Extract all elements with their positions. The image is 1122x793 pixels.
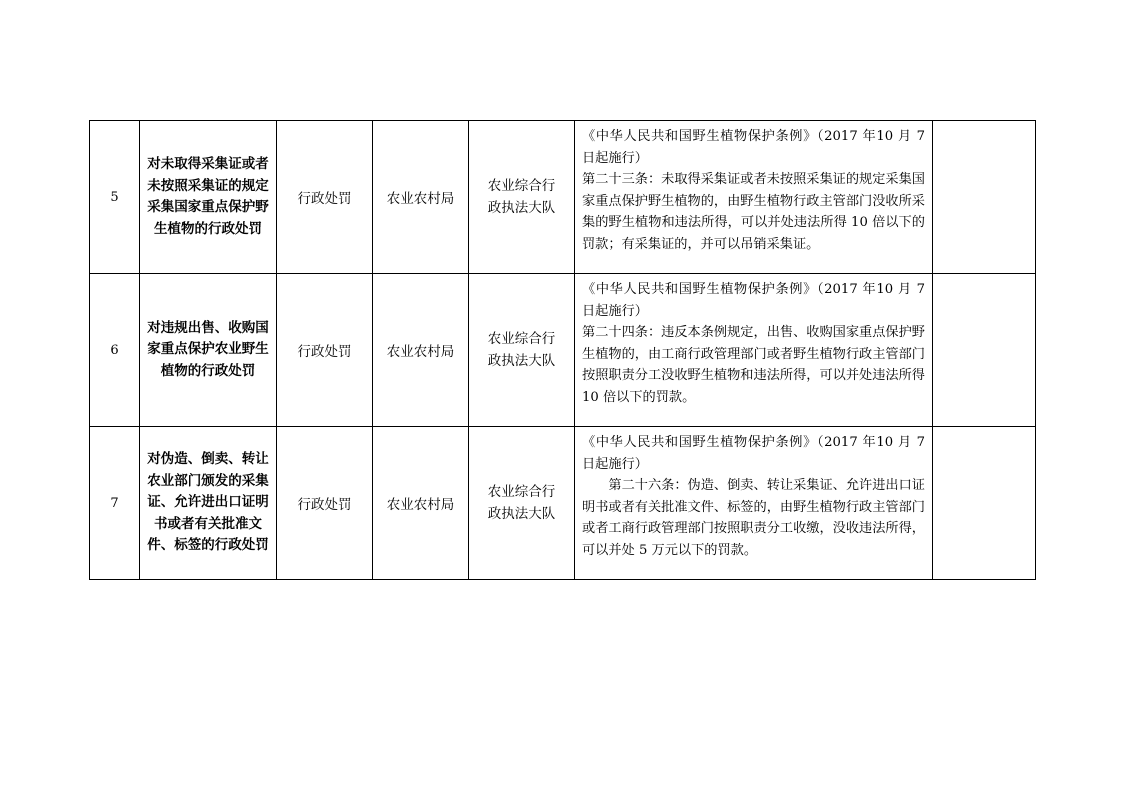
item-type: 行政处罚 bbox=[277, 274, 373, 427]
legal-basis-article: 第二十六条：伪造、倒卖、转让采集证、允许进出口证明书或者有关批准文件、标签的，由野生植物行政主管部门或者工商行政管理部门按照职责分工收缴，没收违法所得，可以并处 5 万元以下的罚款。 bbox=[582, 478, 925, 558]
table-row bbox=[90, 274, 1036, 427]
penalty-items-table bbox=[89, 120, 1036, 580]
item-number: 6 bbox=[90, 274, 140, 427]
item-legal-basis bbox=[575, 121, 933, 274]
item-type: 行政处罚 bbox=[277, 121, 373, 274]
item-legal-basis bbox=[575, 274, 933, 427]
legal-basis-article: 第二十四条：违反本条例规定，出售、收购国家重点保护野生植物的，由工商行政管理部门或者野生植物行政主管部门按照职责分工没收野生植物和违法所得，可以并处违法所得 10 倍以下的罚款。 bbox=[582, 325, 925, 405]
legal-basis-source: 《中华人民共和国野生植物保护条例》（2017 年10 月 7 日起施行） bbox=[582, 129, 925, 166]
item-department: 农业农村局 bbox=[373, 274, 469, 427]
table-row bbox=[90, 121, 1036, 274]
item-enforcement-unit: 农业综合行政执法大队 bbox=[469, 274, 575, 427]
legal-basis-source: 《中华人民共和国野生植物保护条例》（2017 年10 月 7 日起施行） bbox=[582, 435, 925, 472]
item-title: 对伪造、倒卖、转让农业部门颁发的采集证、允许进出口证明书或者有关批准文件、标签的行政处罚 bbox=[140, 427, 277, 580]
item-number: 5 bbox=[90, 121, 140, 274]
legal-basis-article: 第二十三条：未取得采集证或者未按照采集证的规定采集国家重点保护野生植物的，由野生植物行政主管部门没收所采集的野生植物和违法所得，可以并处违法所得 10 倍以下的罚款；有采集证的，并可以吊销采集证。 bbox=[582, 172, 925, 252]
item-number: 7 bbox=[90, 427, 140, 580]
item-enforcement-unit: 农业综合行政执法大队 bbox=[469, 427, 575, 580]
item-remark bbox=[933, 274, 1036, 427]
item-legal-basis bbox=[575, 427, 933, 580]
item-title: 对未取得采集证或者未按照采集证的规定采集国家重点保护野生植物的行政处罚 bbox=[140, 121, 277, 274]
legal-basis-source: 《中华人民共和国野生植物保护条例》（2017 年10 月 7 日起施行） bbox=[582, 282, 925, 319]
item-department: 农业农村局 bbox=[373, 121, 469, 274]
item-remark bbox=[933, 427, 1036, 580]
item-title: 对违规出售、收购国家重点保护农业野生植物的行政处罚 bbox=[140, 274, 277, 427]
item-department: 农业农村局 bbox=[373, 427, 469, 580]
item-enforcement-unit: 农业综合行政执法大队 bbox=[469, 121, 575, 274]
table-row bbox=[90, 427, 1036, 580]
item-type: 行政处罚 bbox=[277, 427, 373, 580]
item-remark bbox=[933, 121, 1036, 274]
